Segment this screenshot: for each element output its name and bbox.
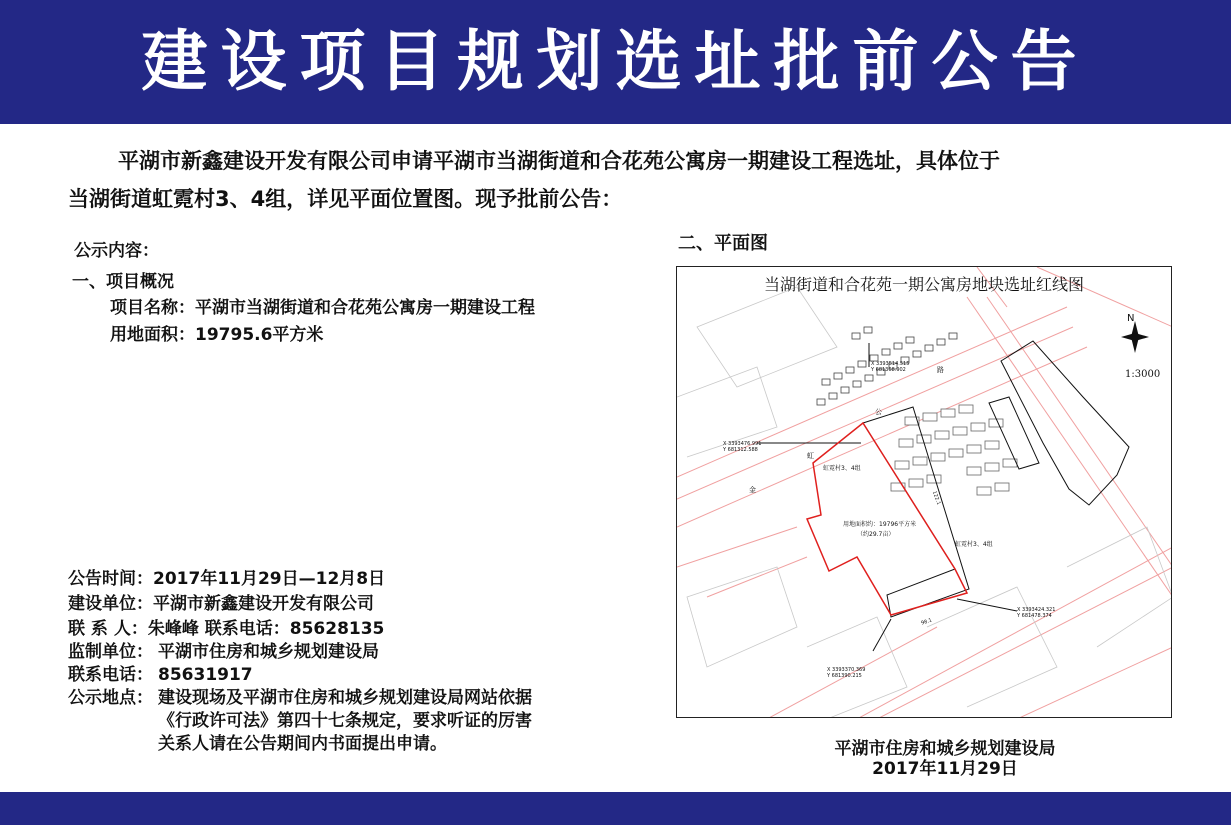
intro-line-1: 平湖市新鑫建设开发有限公司申请平湖市当湖街道和合花苑公寓房一期建设工程选址，具体位于 (118, 149, 1000, 173)
content-heading: 公示内容： (74, 241, 159, 261)
contact-person: 联 系 人：朱峰峰 联系电话：85628135 (68, 619, 385, 639)
north-label: N (1127, 313, 1135, 324)
phone-label: 联系电话： (68, 665, 153, 685)
location-label: 公示地点： (68, 688, 153, 708)
intro-line-2: 当湖街道虹霓村3、4组，详见平面位置图。现予批前公告： (68, 187, 623, 211)
project-name: 项目名称：平湖市当湖街道和合花苑公寓房一期建设工程 (110, 298, 535, 318)
map-scale: 1:3000 (1125, 369, 1161, 380)
parcel-label-2: 虹霓村3、4组 (955, 541, 993, 548)
area-label-2: （约29.7亩） (857, 531, 895, 538)
map-title: 当湖街道和合花苑一期公寓房地块选址红线图 (763, 275, 1084, 294)
phone-number-row (68, 664, 253, 686)
location-line-3: 关系人请在公告期间内书面提出申请。 (158, 734, 447, 754)
supervisor-unit: 平湖市住房和城乡规划建设局 (158, 642, 379, 662)
section-1-heading: 一、项目概况 (72, 272, 174, 292)
signature-date: 2017年11月29日 (872, 759, 1018, 779)
section-2-heading: 二、平面图 (678, 233, 768, 254)
north-arrow-icon (1121, 321, 1149, 353)
dimension-1: 122.1 (930, 490, 942, 506)
intro-paragraph (68, 142, 1168, 218)
road-label-2: 金 (749, 486, 756, 494)
coordinate-3: X 3393424.321 Y 681478.374 (1017, 607, 1056, 619)
dimension-2: 98.1 (920, 617, 933, 627)
site-plan-map (676, 266, 1172, 718)
coordinate-4: X 3393370.369 Y 681390.215 (827, 667, 866, 679)
road-label-3: 公 (875, 408, 882, 416)
signature-org: 平湖市住房和城乡规划建设局 (834, 739, 1056, 759)
footer-banner (0, 792, 1231, 825)
supervisor-label: 监制单位： (68, 642, 153, 662)
builder-unit: 建设单位：平湖市新鑫建设开发有限公司 (68, 594, 374, 614)
land-area: 用地面积：19795.6平方米 (110, 325, 324, 345)
area-label-1: 用地面积约：19796平方米 (843, 521, 917, 528)
road-label-4: 路 (937, 366, 944, 374)
phone-number: 85631917 (158, 665, 253, 685)
coordinate-2: X 3393476.991 Y 681312.588 (723, 441, 762, 453)
page-title: 建设项目规划选址批前公告 (141, 23, 1090, 100)
parcel-label-1: 虹霓村3、4组 (823, 465, 861, 472)
announcement-time: 公告时间：2017年11月29日—12月8日 (68, 569, 386, 589)
location-line-1: 建设现场及平湖市住房和城乡规划建设局网站依据 (158, 688, 532, 708)
road-label-1: 虹 (807, 452, 814, 460)
location-line-2: 《行政许可法》第四十七条规定，要求听证的厉害 (158, 711, 532, 731)
coordinate-1: X 3393514.515 Y 681368.902 (871, 361, 910, 373)
